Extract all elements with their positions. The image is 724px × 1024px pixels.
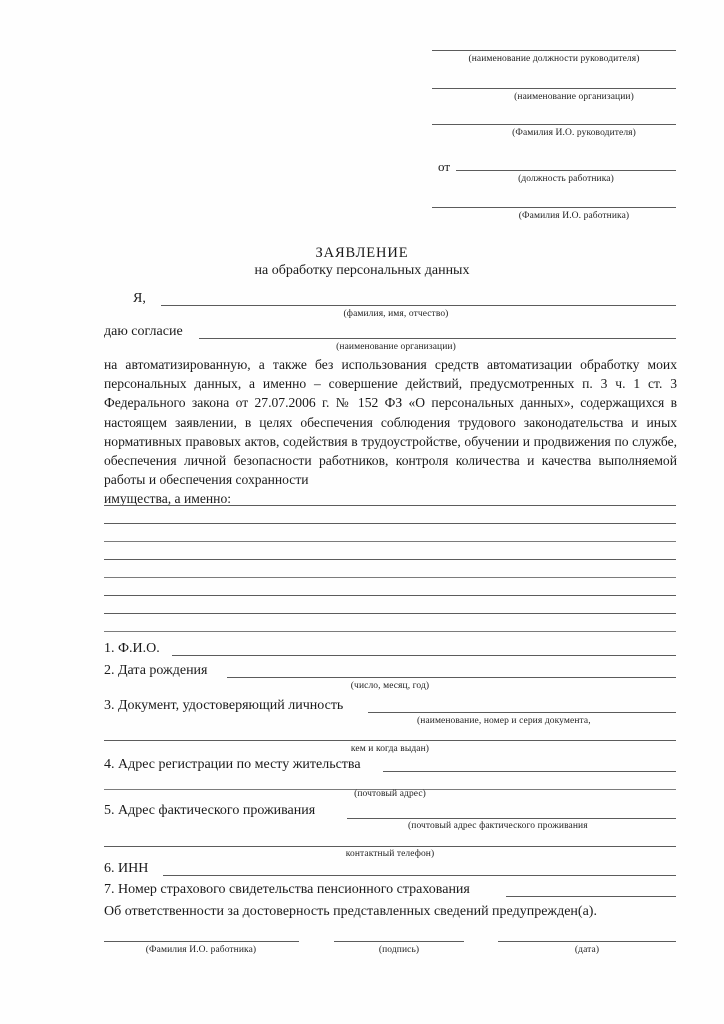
field-label-birthdate: 2. Дата рождения xyxy=(104,663,208,678)
fullname-rule[interactable] xyxy=(161,305,676,306)
caption-identity-document-a: (наименование, номер и серия документа, xyxy=(417,716,591,726)
caption-actual-address-b: контактный телефон) xyxy=(345,849,435,859)
blank-write-line[interactable] xyxy=(104,559,676,560)
signature-rule-signature[interactable] xyxy=(334,941,464,942)
field-rule-identity-document-issued[interactable] xyxy=(104,740,676,741)
field-label-snils: 7. Номер страхового свидетельства пенсионного страхования xyxy=(104,882,470,897)
caption-signature-employee-name: (Фамилия И.О. работника) xyxy=(145,945,257,955)
blank-write-line[interactable] xyxy=(104,631,676,632)
blank-write-line[interactable] xyxy=(104,595,676,596)
field-label-fio: 1. Ф.И.О. xyxy=(104,641,160,656)
field-rule-identity-document[interactable] xyxy=(368,712,676,713)
blank-write-line[interactable] xyxy=(104,577,676,578)
caption-birthdate: (число, месяц, год) xyxy=(350,681,430,691)
field-rule-snils[interactable] xyxy=(506,896,676,897)
director-position-rule[interactable] xyxy=(432,50,676,51)
blank-write-line[interactable] xyxy=(104,613,676,614)
field-label-actual-address: 5. Адрес фактического проживания xyxy=(104,803,316,818)
caption-signature: (подпись) xyxy=(378,945,420,955)
field-label-identity-document: 3. Документ, удостоверяющий личность xyxy=(104,698,344,713)
page-title: ЗАЯВЛЕНИЕ xyxy=(315,245,409,261)
caption-date: (дата) xyxy=(574,945,600,955)
caption-employee-position: (должность работника) xyxy=(518,174,614,184)
blank-write-line[interactable] xyxy=(104,523,676,524)
responsibility-notice: Об ответственности за достоверность представленных сведений предупрежден(а). xyxy=(104,904,597,919)
consent-organization-rule[interactable] xyxy=(199,338,676,339)
director-name-rule[interactable] xyxy=(432,124,676,125)
organization-rule[interactable] xyxy=(432,88,676,89)
blank-write-line[interactable] xyxy=(104,541,676,542)
signature-rule-employee-name[interactable] xyxy=(104,941,299,942)
caption-employee-name-header: (Фамилия И.О. работника) xyxy=(518,211,630,221)
field-rule-inn[interactable] xyxy=(163,875,676,876)
caption-identity-document-b: кем и когда выдан) xyxy=(350,744,430,754)
caption-fullname: (фамилия, имя, отчество) xyxy=(343,309,449,319)
caption-organization-header: (наименование организации) xyxy=(514,92,634,102)
field-rule-contact-phone[interactable] xyxy=(104,846,676,847)
body-paragraph xyxy=(104,355,677,509)
blank-write-line[interactable] xyxy=(104,505,676,506)
employee-name-rule[interactable] xyxy=(432,207,676,208)
page-subtitle: на обработку персональных данных xyxy=(254,263,470,278)
body-paragraph-last-line: имущества, а именно: xyxy=(104,491,232,507)
consent-label: даю согласие xyxy=(104,324,183,339)
field-label-registration-address: 4. Адрес регистрации по месту жительства xyxy=(104,757,361,772)
caption-director-name: (Фамилия И.О. руководителя) xyxy=(512,128,636,138)
from-label: от xyxy=(438,159,451,174)
field-rule-registration-address[interactable] xyxy=(383,771,676,772)
caption-registration-address: (почтовый адрес) xyxy=(354,789,426,799)
caption-director-position: (наименование должности руководителя) xyxy=(468,54,640,64)
caption-organization-consent: (наименование организации) xyxy=(336,342,456,352)
employee-position-rule[interactable] xyxy=(456,170,676,171)
body-paragraph-text: на автоматизированную, а также без использования средств автоматизации обработку моих персональных данных, а именно – совершение действий, предусмотренных п. 3 ч. 1 ст. 3 Федерального закона от 27.07.2006 г. № 152 ФЗ «О персональных данных», содержащихся в настоящем заявлении, в целях обеспечения соблюдения трудового законодательства и иных нормативных правовых актов, содействия в трудоустройстве, обучении и продвижения по службе, обеспечения личной безопасности работников, контроля количества и качества выполняемой работы и обеспечения сохранности xyxy=(104,357,677,488)
field-rule-birthdate[interactable] xyxy=(227,677,676,678)
field-label-inn: 6. ИНН xyxy=(104,861,149,876)
field-rule-fio[interactable] xyxy=(172,655,676,656)
caption-actual-address-a: (почтовый адрес фактического проживания xyxy=(408,821,588,831)
i-label: Я, xyxy=(133,291,146,306)
signature-rule-date[interactable] xyxy=(498,941,676,942)
field-rule-actual-address[interactable] xyxy=(347,818,676,819)
